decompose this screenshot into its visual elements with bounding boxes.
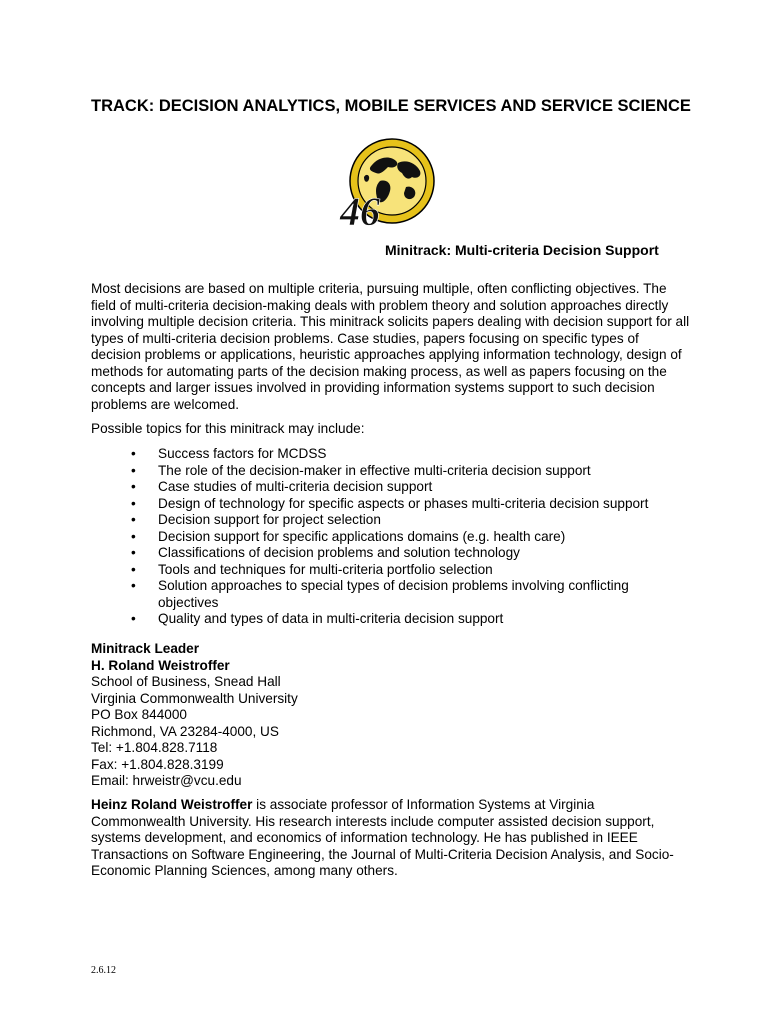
topic-item (91, 545, 691, 562)
leader-heading: Minitrack Leader (91, 641, 200, 656)
bullet-icon: • (131, 545, 136, 560)
globe-46-emblem-icon (336, 137, 436, 233)
leader-address-line: Richmond, VA 23284-4000, US (91, 723, 279, 739)
topic-text: Case studies of multi-criteria decision support (158, 479, 433, 494)
topic-item (91, 578, 691, 611)
minitrack-leader-block (91, 641, 691, 790)
footer-date: 2.6.12 (91, 965, 116, 976)
topic-item (91, 562, 691, 579)
bio-name: Heinz Roland Weistroffer (91, 797, 253, 812)
bullet-icon: • (131, 495, 136, 511)
topic-item (91, 512, 691, 529)
topic-item (91, 446, 691, 463)
topic-text: The role of the decision-maker in effective multi-criteria decision support (158, 462, 591, 478)
topic-text: Success factors for MCDSS (158, 446, 327, 461)
intro-paragraph: Most decisions are based on multiple criteria, pursuing multiple, often conflicting objectives. The field of multi-criteria decision-making deals with problem theory and solution approaches directly involving multiple decision criteria. This minitrack solicits papers dealing with decision support for all types of multi-criteria decision problems. Case studies, papers focusing on specific types of decision problems or applications, heuristic approaches applying information technology, design of methods for automating parts of the decision making process, as well as papers focusing on the concepts and larger issues involved in providing information systems support to such decision problems are welcomed. (91, 281, 690, 412)
topic-text: Decision support for project selection (158, 512, 381, 527)
bullet-icon: • (131, 446, 136, 461)
minitrack-title: Minitrack: Multi-criteria Decision Support (385, 242, 659, 258)
bullet-icon: • (131, 479, 136, 494)
bullet-icon: • (131, 578, 136, 593)
leader-bio (91, 797, 691, 880)
topics-list (91, 446, 691, 628)
topic-text: Classifications of decision problems and solution technology (158, 545, 520, 560)
leader-name: H. Roland Weistroffer (91, 657, 230, 673)
leader-address-line: Virginia Commonwealth University (91, 690, 298, 706)
topic-item (91, 611, 691, 628)
topic-item (91, 496, 691, 513)
topic-item (91, 479, 691, 496)
globe-emblem-graphic (336, 137, 436, 233)
leader-email[interactable]: Email: hrweistr@vcu.edu (91, 773, 242, 788)
topics-intro: Possible topics for this minitrack may include: (91, 421, 365, 436)
bullet-icon: • (131, 512, 136, 527)
topic-item (91, 529, 691, 546)
topic-text: Design of technology for specific aspects or phases multi-criteria decision support (158, 495, 649, 511)
bio-text: is associate professor of Information Systems at Virginia Commonwealth University. His research interests include computer assisted decision support, systems development, and economics of information technology. He has published in IEEE Transactions on Software Engineering, the Journal of Multi-Criteria Decision Analysis, and Socio-Economic Planning Sciences, among many others. (91, 797, 674, 878)
bullet-icon: • (131, 528, 136, 544)
leader-fax: Fax: +1.804.828.3199 (91, 756, 224, 772)
logo-number-text: 46 (340, 189, 380, 233)
leader-phone: Tel: +1.804.828.7118 (91, 740, 218, 755)
topic-text: Decision support for specific applications domains (e.g. health care) (158, 528, 566, 544)
bullet-icon: • (131, 462, 136, 478)
track-title: TRACK: DECISION ANALYTICS, MOBILE SERVICES AND SERVICE SCIENCE (91, 97, 691, 115)
leader-address-line: School of Business, Snead Hall (91, 674, 281, 689)
bullet-icon: • (131, 611, 136, 626)
topic-text: Tools and techniques for multi-criteria portfolio selection (158, 561, 493, 577)
topic-text: Solution approaches to special types of decision problems involving conflicting objectives (158, 578, 629, 610)
bullet-icon: • (131, 561, 136, 577)
leader-address-line: PO Box 844000 (91, 707, 187, 722)
topic-text: Quality and types of data in multi-criteria decision support (158, 611, 504, 626)
topic-item (91, 463, 691, 480)
